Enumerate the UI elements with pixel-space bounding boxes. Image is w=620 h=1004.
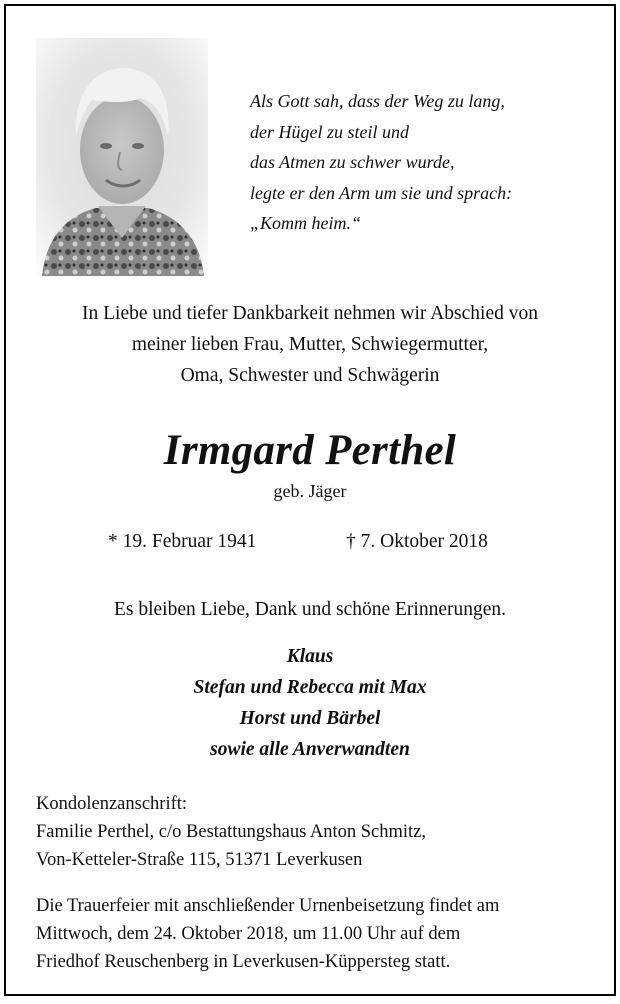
family-line: sowie alle Anverwandten [210,739,410,760]
poem-line: legte er den Arm um sie und sprach: [250,182,513,203]
portrait-image [36,38,208,276]
portrait-photo [36,38,208,276]
service-line: Mittwoch, dem 24. Oktober 2018, um 11.00 Uhr auf dem [36,924,461,944]
closing-line: Es bleiben Liebe, Dank und schöne Erinnerungen. [113,599,507,620]
intro-line: meiner lieben Frau, Mutter, Schwiegermutter, [131,334,489,355]
condolence-line: Kondolenzanschrift: [36,794,188,814]
poem-line: Als Gott sah, dass der Weg zu lang, [250,91,505,111]
condolence-address [36,790,426,874]
intro-line: In Liebe und tiefer Dankbarkeit nehmen wir Abschied von [82,303,538,324]
birth-date: * 19. Februar 1941 [108,531,257,552]
poem-line: der Hügel zu steil und [250,121,409,142]
service-info [36,892,499,976]
poem-line: „Komm heim.“ [250,213,362,233]
service-line: Die Trauerfeier mit anschließender Urnenbeisetzung findet am [36,896,500,916]
condolence-line: Familie Perthel, c/o Bestattungshaus Anton Schmitz, [36,822,426,842]
maiden-name: geb. Jäger [273,481,347,501]
family-line: Stefan und Rebecca mit Max [193,677,427,698]
family-line: Klaus [286,646,334,667]
service-line: Friedhof Reuschenberg in Leverkusen-Küppersteg statt. [36,952,451,972]
death-date: † 7. Oktober 2018 [346,531,488,552]
obituary-card [4,4,616,996]
deceased-name: Irmgard Perthel [163,427,457,474]
condolence-line: Von-Ketteler-Straße 115, 51371 Leverkusen [36,850,363,870]
family-list [6,641,614,765]
poem [250,86,600,239]
family-line: Horst und Bärbel [239,708,381,729]
intro-line: Oma, Schwester und Schwägerin [180,365,440,386]
poem-line: das Atmen zu schwer wurde, [250,152,455,172]
intro-text [6,298,614,391]
